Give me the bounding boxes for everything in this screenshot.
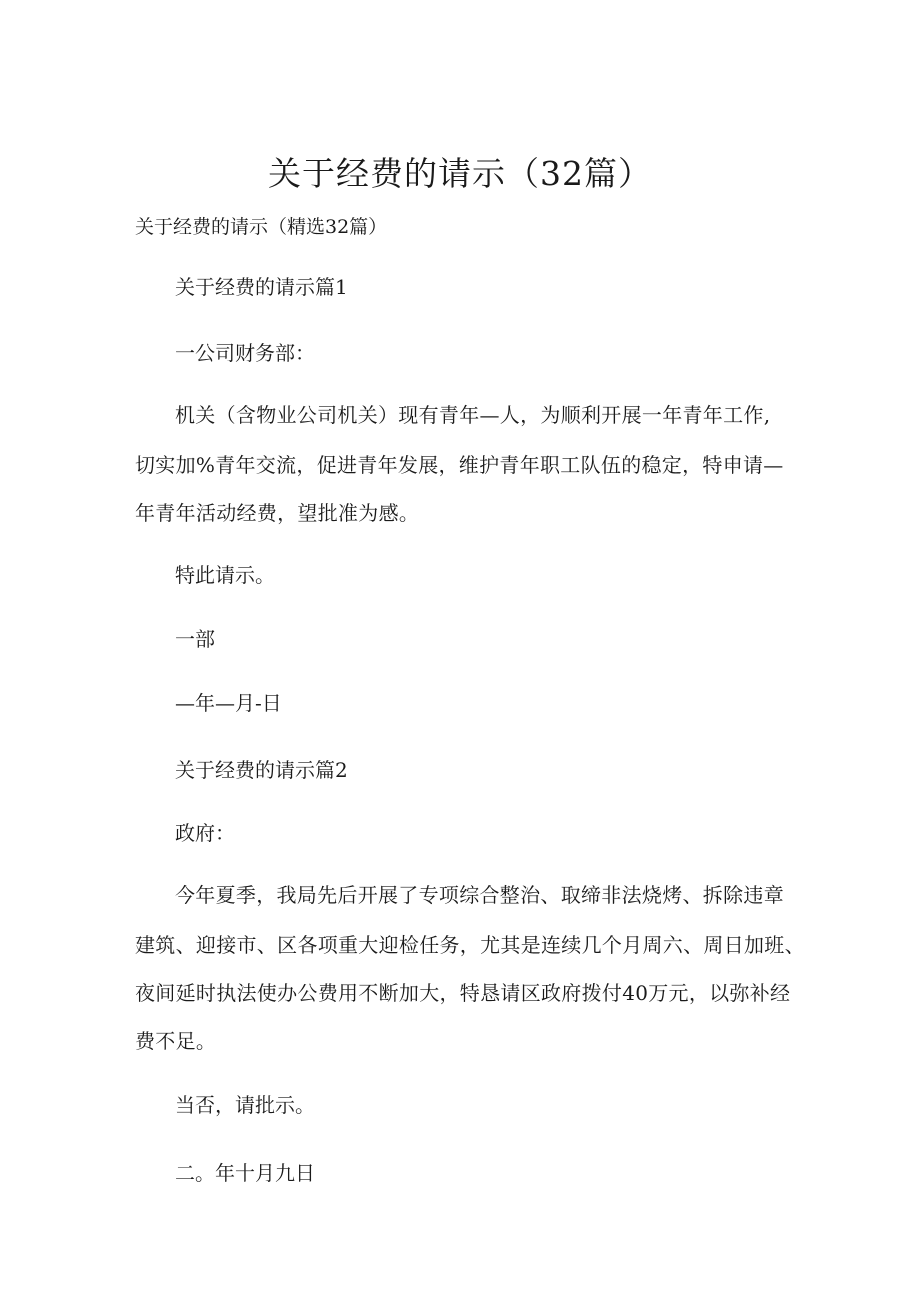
section2-heading: 关于经费的请示篇2	[175, 758, 348, 782]
section1-addressee: 一公司财务部：	[175, 341, 315, 365]
section1-body-line: 年青年活动经费，望批准为感。	[135, 501, 420, 525]
section2-closing: 当否，请批示。	[175, 1093, 315, 1117]
section1-body-line: 机关（含物业公司机关）现有青年—人，为顺利开展一年青年工作,	[175, 403, 771, 427]
section1-closing: 特此请示。	[175, 563, 275, 587]
document-subtitle: 关于经费的请示（精选32篇）	[135, 216, 388, 238]
section2-addressee: 政府：	[175, 821, 235, 845]
section2-body-line: 建筑、迎接市、区各项重大迎检任务，尤其是连续几个月周六、周日加班、	[135, 933, 805, 957]
section1-date: —年—月-日	[175, 691, 282, 715]
section2-body-line: 夜间延时执法使办公费用不断加大，特恳请区政府拨付40万元，以弥补经	[135, 981, 791, 1005]
document-title: 关于经费的请示（32篇）	[268, 154, 652, 193]
section1-signature: 一部	[175, 627, 215, 651]
section2-body-line: 今年夏季，我局先后开展了专项综合整治、取缔非法烧烤、拆除违章	[175, 883, 784, 907]
section1-heading: 关于经费的请示篇1	[175, 275, 348, 299]
section2-date: 二。年十月九日	[175, 1161, 315, 1185]
section2-body-line: 费不足。	[135, 1029, 217, 1053]
section1-body-line: 切实加%青年交流，促进青年发展，维护青年职工队伍的稳定，特申请—	[135, 453, 784, 477]
